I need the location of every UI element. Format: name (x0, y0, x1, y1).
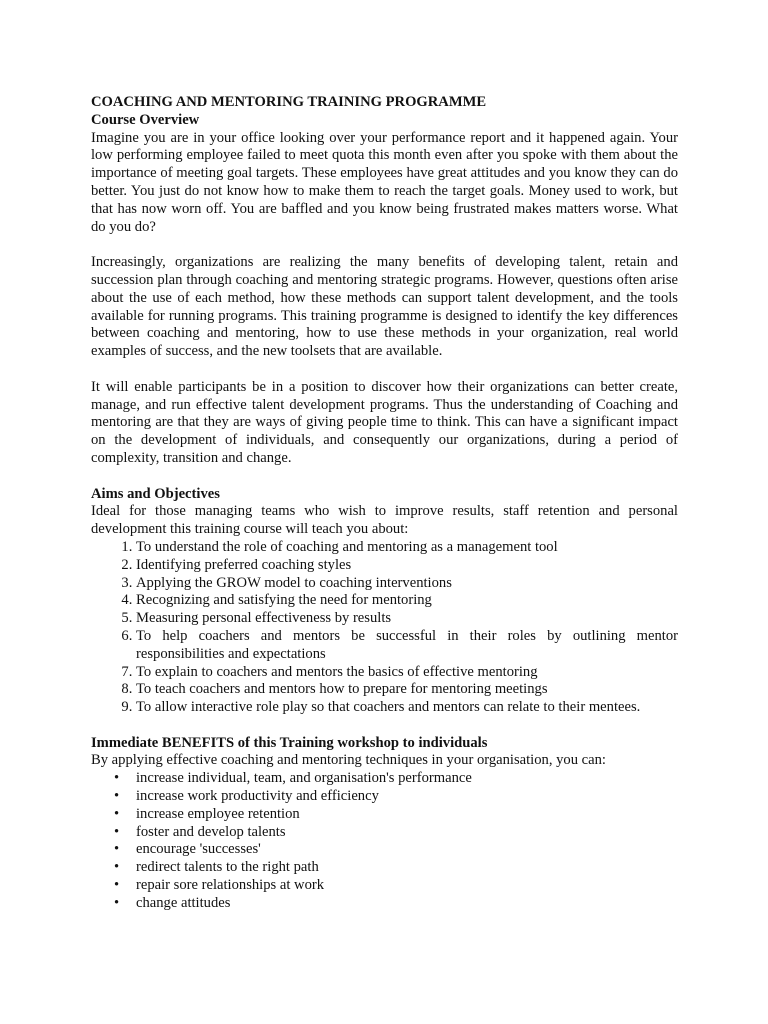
objectives-list (91, 539, 678, 717)
overview-paragraph-1: Imagine you are in your office looking over your performance report and it happened again. Your low performing employee failed to meet quota this month even after you spoke with them about the importance of meeting goal targets. These employees have great attitudes and you know they can do better. You just do not know how to make them to reach the target goals. Money used to work, but that has now worn off. You are baffled and you know being frustrated makes matters worse. What do you do? (91, 129, 678, 235)
benefit-text: redirect talents to the right path (136, 859, 319, 876)
benefits-list (91, 770, 678, 912)
document-page (91, 94, 678, 913)
benefit-text: encourage 'successes' (136, 841, 261, 858)
benefit-item (114, 823, 678, 842)
benefit-item (114, 877, 678, 895)
objective-item: 3. Applying the GROW model to coaching interventions (136, 575, 678, 593)
benefit-item (114, 859, 678, 877)
document-title: COACHING AND MENTORING TRAINING PROGRAMME (91, 94, 487, 110)
aims-heading: Aims and Objectives (91, 485, 220, 502)
overview-paragraph-3: It will enable participants be in a position to discover how their organizations can better create, manage, and run effective talent development programs. Thus the understanding of Coaching and mentoring are that they are ways of giving people time to think. This can have a significant impact on the development of individuals, and consequently our organizations, during a period of complexity, transition and change. (91, 378, 678, 466)
objective-item: 6. To help coachers and mentors be successful in their roles by outlining mentor responsibilities and expectations (136, 628, 678, 664)
objective-item: 7. To explain to coachers and mentors the basics of effective mentoring (136, 664, 678, 682)
benefit-text: repair sore relationships at work (136, 877, 325, 894)
bullet-icon: • (114, 877, 120, 894)
aims-intro: Ideal for those managing teams who wish to improve results, staff retention and personal development this training course will teach you about: (91, 503, 678, 538)
objective-item: 1. To understand the role of coaching and mentoring as a management tool (136, 539, 678, 557)
bullet-icon: • (114, 894, 120, 911)
objective-item: 9. To allow interactive role play so that coachers and mentors can relate to their mentees. (136, 699, 678, 717)
benefit-text: change attitudes (136, 894, 231, 911)
benefit-text: increase individual, team, and organisation's performance (136, 770, 472, 787)
benefit-item (114, 770, 678, 788)
benefit-text: increase work productivity and efficiency (136, 788, 379, 805)
benefit-text: increase employee retention (136, 805, 300, 822)
course-overview-heading: Course Overview (91, 111, 200, 128)
benefit-item (114, 894, 678, 913)
bullet-icon: • (114, 841, 120, 858)
benefit-item (114, 841, 678, 859)
benefit-item (114, 805, 678, 824)
bullet-icon: • (114, 770, 120, 787)
benefit-text: foster and develop talents (136, 823, 286, 840)
objective-item: 5. Measuring personal effectiveness by results (136, 610, 678, 628)
bullet-icon: • (114, 805, 120, 822)
bullet-icon: • (114, 859, 120, 876)
overview-paragraph-2: Increasingly, organizations are realizing the many benefits of developing talent, retain and succession plan through coaching and mentoring strategic programs. However, questions often arise about the use of each method, how these methods can support talent development, and the tools available for running programs. This training programme is designed to identify the key differences between coaching and mentoring, how to use these methods in your organization, real world examples of success, and the new toolsets that are available. (91, 254, 678, 360)
benefit-item (114, 788, 678, 806)
objective-item: 2. Identifying preferred coaching styles (136, 557, 678, 575)
objective-item: 8. To teach coachers and mentors how to prepare for mentoring meetings (136, 681, 678, 699)
bullet-icon: • (114, 823, 120, 840)
benefits-heading: Immediate BENEFITS of this Training workshop to individuals (91, 734, 488, 751)
objective-item: 4. Recognizing and satisfying the need for mentoring (136, 592, 678, 610)
bullet-icon: • (114, 788, 120, 805)
benefits-intro: By applying effective coaching and mentoring techniques in your organisation, you can: (91, 752, 606, 769)
